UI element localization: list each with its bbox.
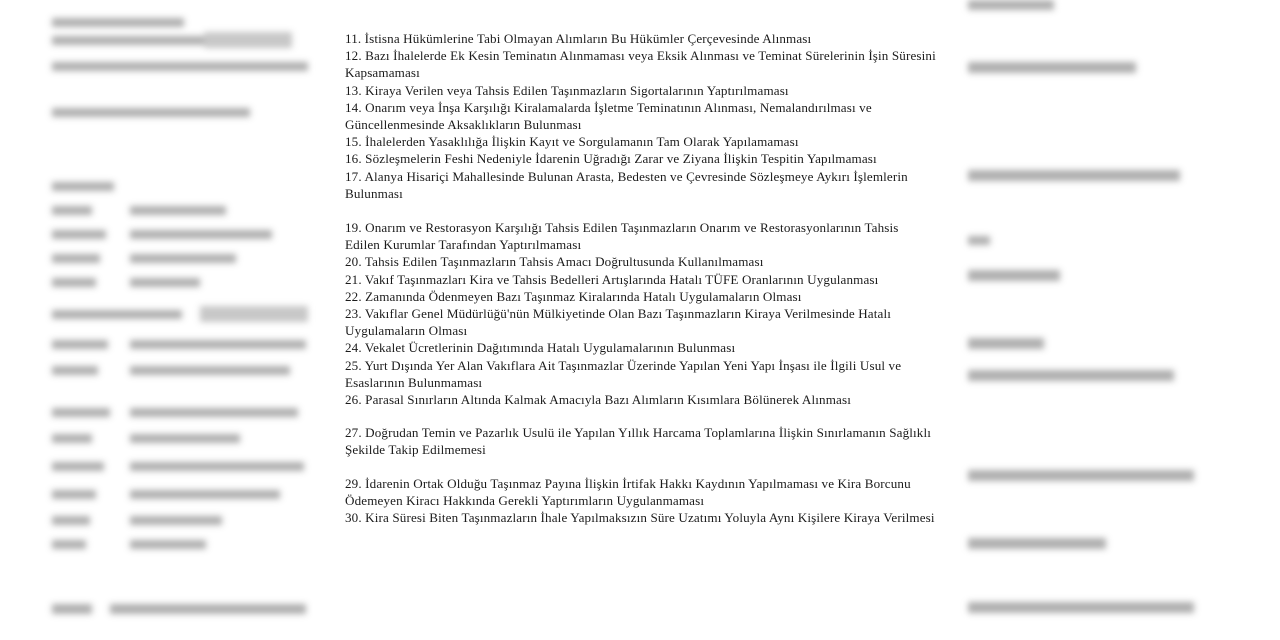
paragraph-gap [345,408,936,424]
list-item: 21. Vakıf Taşınmazları Kira ve Tahsis Bedelleri Artışlarında Hatalı TÜFE Oranlarının Uygulanması [345,271,879,287]
paragraph-gap [345,459,936,475]
document-text-column [320,0,960,640]
paragraph-gap [345,202,936,219]
list-item: 26. Parasal Sınırların Altında Kalmak Amacıyla Bazı Alımların Kısımlara Bölünerek Alınması [345,392,851,408]
list-item: 20. Tahsis Edilen Taşınmazların Tahsis Amacı Doğrultusunda Kullanılmaması [345,254,764,270]
list-item: 13. Kiraya Verilen veya Tahsis Edilen Taşınmazların Sigortalarının Yaptırılmaması [345,82,789,98]
list-item: 24. Vekalet Ücretlerinin Dağıtımında Hatalı Uygulamalarının Bulunması [345,340,736,356]
left-page-preview [0,0,320,640]
list-item: 12. Bazı İhalelerde Ek Kesin Teminatın Alınmaması veya Eksik Alınması ve Teminat Sürelerinin İşin Süresini Kapsamaması [345,48,936,81]
list-item: 17. Alanya Hisariçi Mahallesinde Bulunan Arasta, Bedesten ve Çevresinde Sözleşmeye Aykırı İşlemlerin Bulunması [345,168,908,201]
finding-list [345,30,936,526]
list-item: 15. İhalelerden Yasaklılığa İlişkin Kayıt ve Sorgulamanın Tam Olarak Yapılamaması [345,134,799,150]
list-item: 19. Onarım ve Restorasyon Karşılığı Tahsis Edilen Taşınmazların Onarım ve Restorasyonlarının Tahsis Edilen Kurumlar Tarafından Yaptırılmaması [345,220,899,253]
right-page-preview [960,0,1280,640]
list-item: 25. Yurt Dışında Yer Alan Vakıflara Ait Taşınmazlar Üzerinde Yapılan Yeni Yapı İnşası ile İlgili Usul ve Esaslarının Bulunmaması [345,357,902,390]
list-item: 14. Onarım veya İnşa Karşılığı Kiralamalarda İşletme Teminatının Alınması, Nemalandırılması ve Güncellenmesinde Aksaklıkların Bulunması [345,99,872,133]
list-item: 23. Vakıflar Genel Müdürlüğü'nün Mülkiyetinde Olan Bazı Taşınmazların Kiraya Verilmesinde Hatalı Uygulamaların Olması [345,306,892,339]
list-item: 16. Sözleşmelerin Feshi Nedeniyle İdarenin Uğradığı Zarar ve Ziyana İlişkin Tespitin Yapılmaması [345,151,877,167]
list-item: 27. Doğrudan Temin ve Pazarlık Usulü ile Yapılan Yıllık Harcama Toplamlarına İlişkin Sınırlamanın Sağlıklı Şekilde Takip Edilmemesi [345,425,932,458]
list-item: 22. Zamanında Ödenmeyen Bazı Taşınmaz Kiralarında Hatalı Uygulamaların Olması [345,288,802,304]
list-item: 30. Kira Süresi Biten Taşınmazların İhale Yapılmaksızın Süre Uzatımı Yoluyla Aynı Kişilere Kiraya Verilmesi [345,510,935,526]
list-item: 29. İdarenin Ortak Olduğu Taşınmaz Payına İlişkin İrtifak Hakkı Kaydının Yapılmaması ve Kira Borcunu Ödemeyen Kiracı Hakkında Gerekli Yaptırımların Uygulanmaması [345,475,911,508]
list-item: 11. İstisna Hükümlerine Tabi Olmayan Alımların Bu Hükümler Çerçevesinde Alınması [345,31,812,46]
